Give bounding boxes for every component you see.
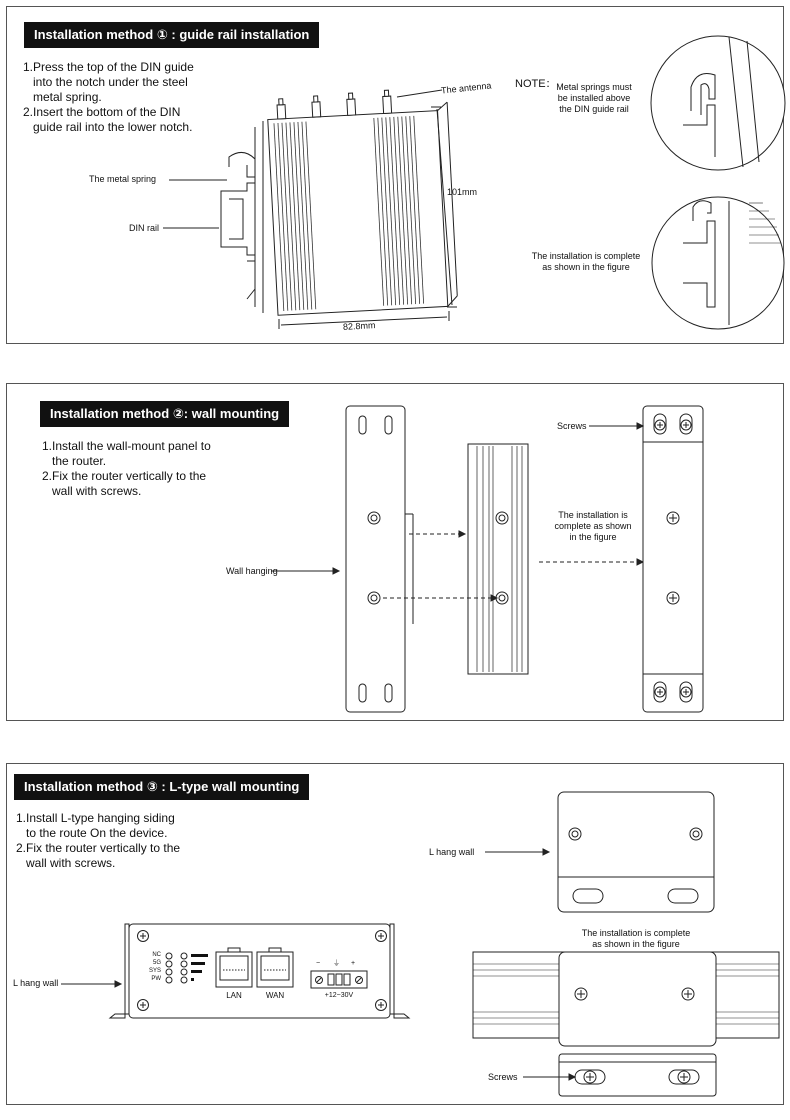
step-line: 1.Press the top of the DIN guide [23, 60, 194, 74]
assembled-l-mount [473, 952, 779, 1096]
power-terminal [311, 971, 367, 988]
zoom-circle-bottom [652, 197, 784, 329]
power-ground-label: ⏚ [333, 960, 340, 967]
label-screws: Screws [488, 1072, 518, 1082]
step-line: the router. [52, 454, 107, 468]
power-plus-label: + [351, 960, 356, 967]
complete-line: The installation is complete [581, 928, 691, 938]
note-heading: NOTE： [515, 78, 557, 90]
step-line: 2.Fix the router vertically to the [42, 469, 207, 483]
zoom-circle-top [651, 36, 785, 170]
step-line: wall with screws. [26, 856, 116, 870]
note-line: the DIN guide rail [559, 104, 629, 114]
step-line: into the notch under the steel [33, 75, 188, 89]
complete-line: as shown in the figure [592, 939, 680, 949]
step-line: to the route On the device. [26, 826, 168, 840]
section-wall-mounting [6, 383, 784, 721]
step-line: 1.Install L-type hanging siding [16, 811, 175, 825]
complete-line: complete as shown [554, 521, 632, 531]
power-minus-label: − [316, 960, 321, 967]
section-title: Installation method ③ : L-type wall mounting [14, 774, 309, 800]
label-l-hang-wall-right: L hang wall [429, 847, 475, 857]
complete-note [525, 251, 647, 273]
label-antenna: The antenna [440, 80, 492, 96]
step-line: 2.Fix the router vertically to the [16, 841, 181, 855]
step-line: 1.Install the wall-mount panel to [42, 439, 211, 453]
note-line: be installed above [557, 93, 631, 103]
section-guide-rail [6, 6, 784, 344]
label-height: 101mm [447, 187, 478, 197]
note-text [551, 82, 637, 115]
power-range-label: +12~30V [324, 992, 354, 999]
led-labels [145, 951, 161, 983]
step-line: guide rail into the lower notch. [33, 120, 193, 134]
label-metal-spring: The metal spring [89, 174, 157, 184]
router-side-view [468, 444, 528, 674]
step-line: 2.Insert the bottom of the DIN [23, 105, 181, 119]
complete-note [569, 928, 703, 950]
complete-note [545, 510, 641, 543]
step-line: metal spring. [33, 90, 102, 104]
wall-mount-illustration [7, 384, 785, 722]
label-wall-hanging: Wall hanging [226, 566, 278, 576]
label-l-hang-wall-left: L hang wall [13, 978, 59, 988]
complete-line: as shown in the figure [542, 262, 630, 272]
section-l-type-mounting [6, 763, 784, 1105]
din-rail-clip [221, 121, 263, 313]
complete-line: in the figure [569, 532, 617, 542]
label-din-rail: DIN rail [129, 223, 160, 233]
label-width: 82.8mm [342, 320, 376, 332]
lan-label: LAN [226, 991, 242, 1000]
complete-line: The installation is [558, 510, 628, 520]
led-nc-label: NC [152, 952, 161, 958]
wan-label: WAN [265, 991, 285, 1000]
wall-hanging-plate [346, 406, 413, 712]
led-5g-label: 5G [152, 960, 161, 966]
complete-line: The installation is complete [531, 251, 641, 261]
l-bracket [558, 792, 714, 912]
label-screws: Screws [557, 421, 587, 431]
led-sys-label: SYS [148, 968, 161, 974]
section-title: Installation method ① : guide rail installation [24, 22, 319, 48]
led-pw-label: PW [151, 976, 161, 982]
section-title: Installation method ②: wall mounting [40, 401, 289, 427]
antenna-leader [397, 90, 442, 97]
router-body [267, 87, 458, 315]
step-line: wall with screws. [52, 484, 142, 498]
assembled-router [643, 406, 703, 712]
note-line: Metal springs must [556, 82, 632, 92]
